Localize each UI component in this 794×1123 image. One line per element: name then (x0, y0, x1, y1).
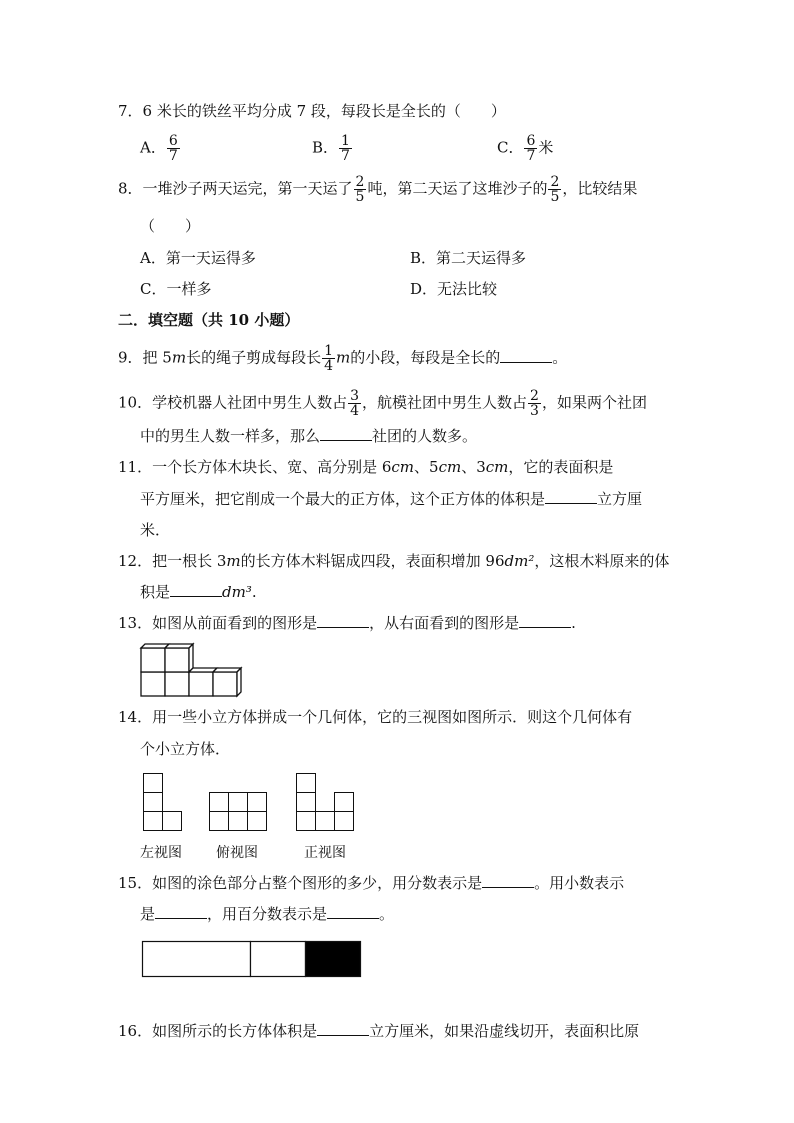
q8-option-a: A．第一天运得多 (140, 249, 256, 267)
text: 吨，第二天运了这堆沙子的 (367, 179, 548, 198)
q8-paren: （ ） (140, 217, 201, 235)
answer-blank[interactable] (170, 582, 222, 597)
shaded-bar-figure (142, 941, 362, 979)
fraction: $\frac{3}{4}$ (350, 388, 360, 419)
q15-line1: 15．如图的涂色部分占整个图形的多少，用分数表示是 。用小数表示 (118, 874, 625, 892)
answer-blank[interactable] (320, 426, 372, 441)
q8-option-b: B．第二天运得多 (410, 249, 527, 267)
front-view-caption: 正视图 (304, 845, 346, 861)
text: 8．一堆沙子两天运完，第一天运了 (118, 179, 353, 198)
q12-line2: 积是 dm³. (140, 583, 257, 601)
fraction: $\frac{1}{7}$ (341, 133, 350, 164)
answer-blank[interactable] (327, 904, 379, 919)
q9-stem: 9．把 5m长的绳子剪成每段长 $\frac{1}{4}$ m的小段，每段是全长的 。 (118, 343, 568, 374)
top-view-diagram (209, 792, 269, 832)
fraction: $\frac{6}{7}$ (168, 133, 178, 164)
option-label: C． (497, 138, 524, 157)
fraction: $\frac{2}{3}$ (530, 388, 539, 419)
q16-line1: 16．如图所示的长方体体积是 立方厘米，如果沿虚线切开，表面积比原 (118, 1022, 640, 1040)
cube-stack-figure (140, 645, 250, 700)
option-label: B． (312, 138, 339, 157)
front-view-diagram (296, 773, 356, 831)
q15-line2: 是 ，用百分数表示是 。 (140, 905, 395, 923)
q11-line2: 平方厘米，把它削成一个最大的正方体，这个正方体的体积是 立方厘 (140, 490, 643, 508)
q10-line2: 中的男生人数一样多，那么 社团的人数多。 (140, 427, 478, 445)
top-view-caption: 俯视图 (216, 845, 258, 861)
q8-option-d: D．无法比较 (410, 280, 498, 298)
q10-stem: 10．学校机器人社团中男生人数占 $\frac{3}{4}$ ，航模社团中男生人数占 $\frac{2}{3}$ ，如果两个社团 (118, 388, 647, 419)
left-view-caption: 左视图 (140, 845, 182, 861)
option-label: A． (140, 138, 166, 157)
fraction: $\frac{6}{7}$ (526, 133, 536, 164)
q14-line1: 14．用一些小立方体拼成一个几何体，它的三视图如图所示．则这个几何体有 (118, 708, 633, 726)
answer-blank[interactable] (519, 613, 571, 628)
q8-stem (118, 175, 637, 204)
unit: 米 (538, 138, 554, 157)
fraction: $\frac{2}{5}$ (550, 174, 560, 205)
q11-line1: 11．一个长方体木块长、宽、高分别是 6cm、5cm、3cm，它的表面积是 (118, 458, 614, 476)
text: ，比较结果 (562, 179, 638, 198)
answer-blank[interactable] (317, 1021, 369, 1036)
fraction: $\frac{2}{5}$ (355, 174, 365, 205)
q7-stem: 7．6 米长的铁丝平均分成 7 段，每段长是全长的（ ） (118, 102, 506, 120)
left-view-diagram (143, 773, 183, 831)
answer-blank[interactable] (500, 348, 552, 363)
q7-option-a (140, 134, 181, 163)
answer-blank[interactable] (155, 904, 207, 919)
answer-blank[interactable] (317, 613, 369, 628)
q7-option-b (312, 134, 353, 163)
answer-blank[interactable] (482, 873, 534, 888)
q8-option-c: C．一样多 (140, 280, 212, 298)
section-heading: 二．填空题（共 10 小题） (118, 311, 300, 329)
q7-option-c (497, 134, 553, 163)
q13-stem: 13．如图从前面看到的图形是 ，从右面看到的图形是 . (118, 614, 576, 632)
answer-blank[interactable] (545, 489, 597, 504)
fraction: $\frac{1}{4}$ (324, 343, 334, 374)
q11-line3: 米． (140, 521, 171, 539)
q12-line1: 12．把一根长 3m的长方体木料锯成四段，表面积增加 96dm²，这根木料原来的体 (118, 552, 670, 570)
q14-line2: 个小立方体． (140, 740, 231, 758)
